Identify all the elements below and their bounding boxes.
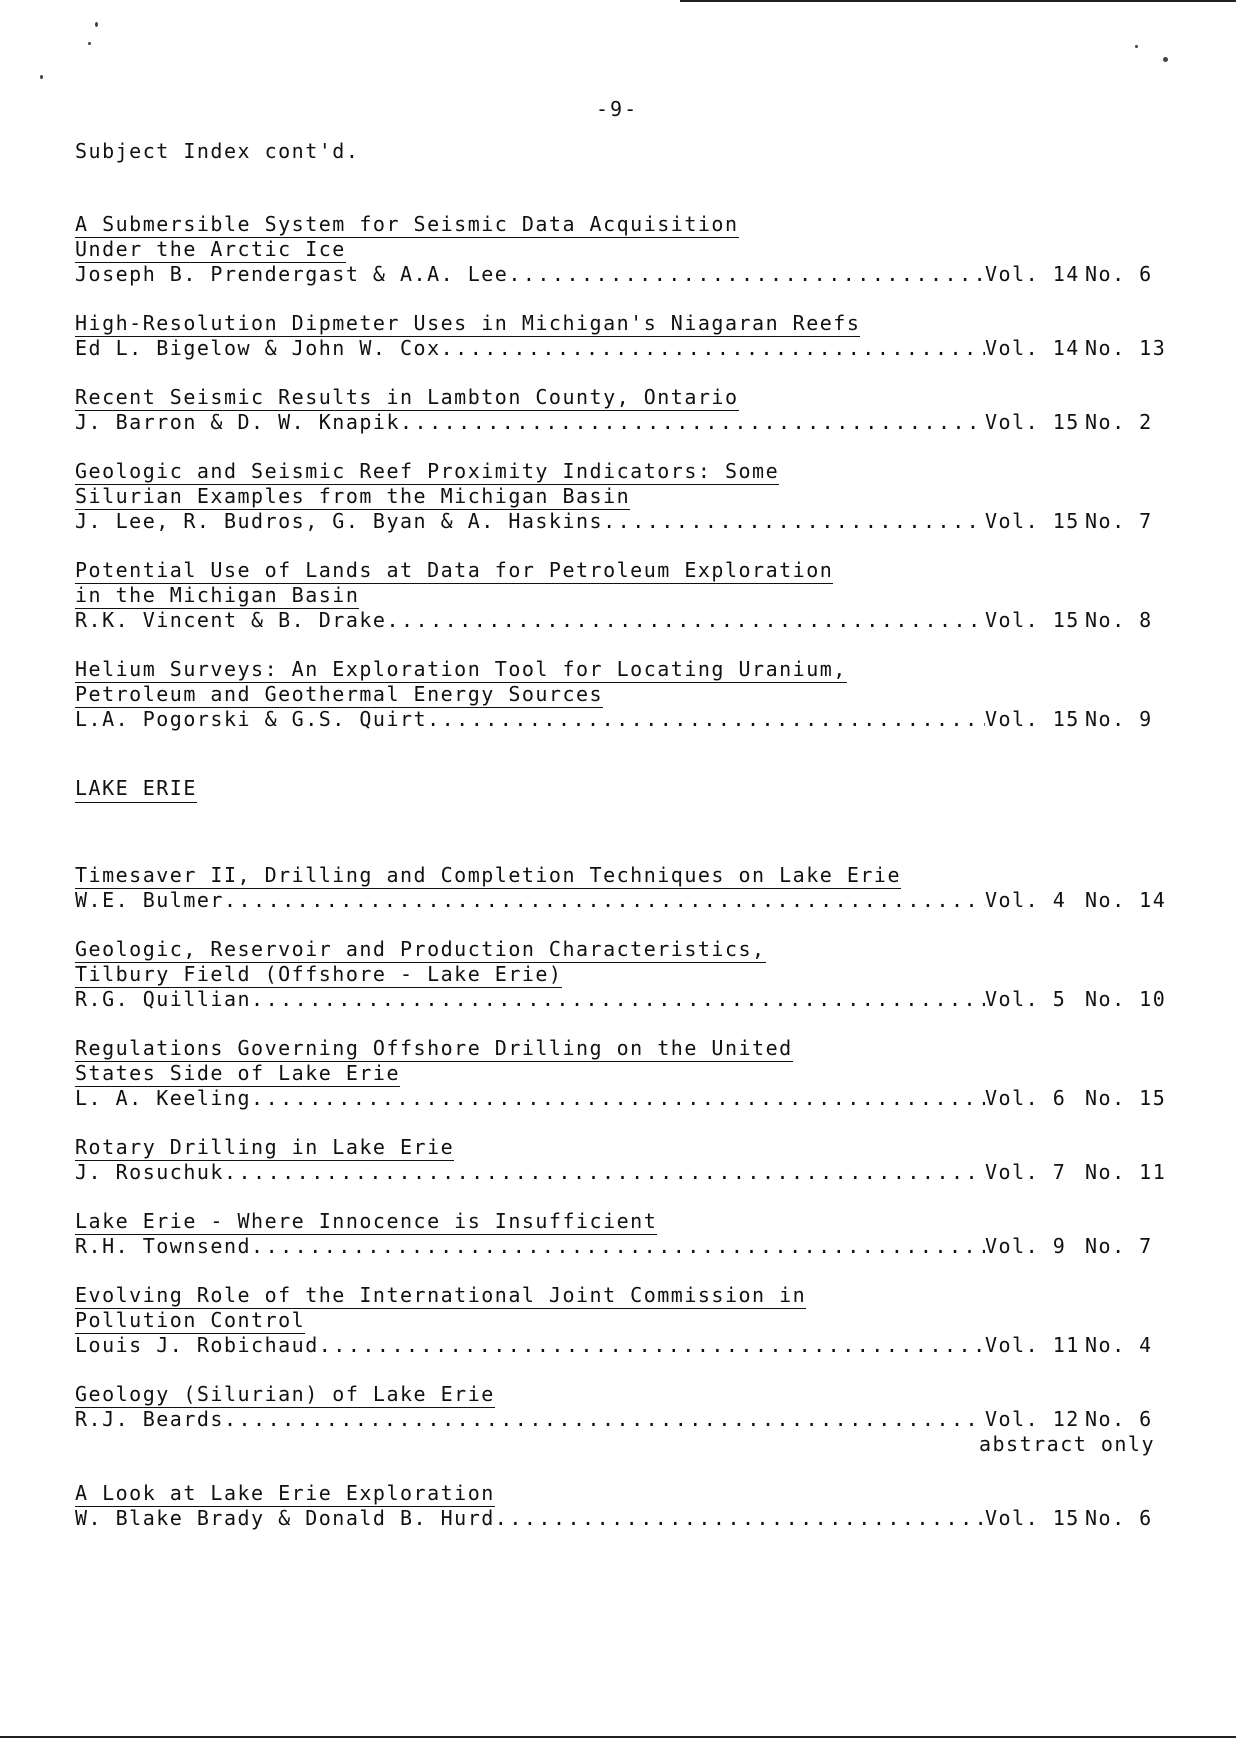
entry-title-text: Timesaver II, Drilling and Completion Techniques on Lake Erie xyxy=(75,863,902,887)
entry-volume: Vol. 4 xyxy=(985,888,1067,912)
section-lake-erie xyxy=(75,776,1165,801)
entry-reference xyxy=(985,509,1165,534)
entry-reference xyxy=(985,987,1165,1012)
dot-leader xyxy=(400,410,985,435)
entry-note: abstract only xyxy=(978,1432,1155,1456)
entry-title-line xyxy=(75,385,1165,410)
dot-leader xyxy=(495,1506,985,1531)
entry-number: No. 6 xyxy=(1085,1407,1153,1431)
entry-title-text: Recent Seismic Results in Lambton County, Ontario xyxy=(75,385,739,409)
entry-authors: Ed L. Bigelow & John W. Cox xyxy=(75,336,441,360)
page-number: -9- xyxy=(596,97,639,121)
entry-number: No. 4 xyxy=(1085,1333,1153,1357)
index-entry xyxy=(75,459,1165,534)
entry-author-line xyxy=(75,707,1165,732)
entry-title-line xyxy=(75,962,1165,987)
entry-reference xyxy=(985,1407,1165,1432)
entry-authors: L. A. Keeling xyxy=(75,1086,252,1110)
entry-title-line xyxy=(75,1308,1165,1333)
dot-leader xyxy=(603,509,985,534)
index-entry xyxy=(75,558,1165,633)
entry-authors: J. Rosuchuk xyxy=(75,1160,224,1184)
entry-author-line xyxy=(75,1086,1165,1111)
scan-speck xyxy=(1135,45,1138,48)
entry-reference xyxy=(985,1506,1165,1531)
bottom-rule xyxy=(0,1736,1236,1738)
entry-title-text: Silurian Examples from the Michigan Basin xyxy=(75,484,631,508)
index-entry xyxy=(75,311,1165,361)
dot-leader xyxy=(251,1234,985,1259)
entry-author-line xyxy=(75,1234,1165,1259)
dot-leader xyxy=(386,608,985,633)
index-entry xyxy=(75,1036,1165,1111)
index-entry xyxy=(75,385,1165,435)
index-entry xyxy=(75,1135,1165,1185)
entry-title-line xyxy=(75,1283,1165,1308)
entry-authors: Louis J. Robichaud xyxy=(75,1333,319,1357)
entry-title-text: in the Michigan Basin xyxy=(75,583,360,607)
entry-author-line xyxy=(75,509,1165,534)
scan-speck xyxy=(40,75,43,79)
entry-author-line xyxy=(75,1506,1165,1531)
entry-title-text: Pollution Control xyxy=(75,1308,306,1332)
entry-volume: Vol. 15 xyxy=(985,707,1080,731)
entry-title-line xyxy=(75,237,1165,262)
entry-title-line xyxy=(75,558,1165,583)
entry-reference xyxy=(985,707,1165,732)
entry-number: No. 10 xyxy=(1085,987,1167,1011)
entry-title-line xyxy=(75,1481,1165,1506)
entry-author-line xyxy=(75,1407,1165,1432)
entry-title-line xyxy=(75,459,1165,484)
dot-leader xyxy=(319,1333,985,1358)
scan-speck xyxy=(88,42,91,45)
entry-number: No. 11 xyxy=(1085,1160,1167,1184)
entry-authors: R.G. Quillian xyxy=(75,987,252,1011)
entry-title-text: Geology (Silurian) of Lake Erie xyxy=(75,1382,495,1406)
entry-author-line xyxy=(75,336,1165,361)
dot-leader xyxy=(508,262,985,287)
entry-author-line xyxy=(75,1160,1165,1185)
dot-leader xyxy=(441,336,985,361)
entry-title-text: A Look at Lake Erie Exploration xyxy=(75,1481,495,1505)
entry-authors: Joseph B. Prendergast & A.A. Lee xyxy=(75,262,509,286)
entry-title-line xyxy=(75,682,1165,707)
entry-number: No. 14 xyxy=(1085,888,1167,912)
dot-leader xyxy=(224,1407,985,1432)
entry-reference xyxy=(985,608,1165,633)
entry-title-text: Regulations Governing Offshore Drilling on the United xyxy=(75,1036,793,1060)
entry-author-line xyxy=(75,987,1165,1012)
entry-title-line xyxy=(75,863,1165,888)
entry-volume: Vol. 15 xyxy=(985,608,1080,632)
section-heading: LAKE ERIE xyxy=(75,776,197,803)
entry-title-text: Helium Surveys: An Exploration Tool for Locating Uranium, xyxy=(75,657,847,681)
entry-authors: L.A. Pogorski & G.S. Quirt xyxy=(75,707,428,731)
scan-speck xyxy=(1163,57,1168,62)
entry-reference xyxy=(985,1234,1165,1259)
entry-authors: J. Barron & D. W. Knapik xyxy=(75,410,400,434)
index-entry xyxy=(75,863,1165,913)
entry-volume: Vol. 15 xyxy=(985,410,1080,434)
entry-title-line xyxy=(75,1382,1165,1407)
entry-title-text: Potential Use of Lands at Data for Petroleum Exploration xyxy=(75,558,834,582)
entry-volume: Vol. 6 xyxy=(985,1086,1067,1110)
entry-reference xyxy=(985,410,1165,435)
entry-author-line xyxy=(75,1333,1165,1358)
entry-title-text: States Side of Lake Erie xyxy=(75,1061,400,1085)
entry-title-text: Lake Erie - Where Innocence is Insufficient xyxy=(75,1209,658,1233)
entry-number: No. 6 xyxy=(1085,1506,1153,1530)
entry-title-text: A Submersible System for Seismic Data Acquisition xyxy=(75,212,739,236)
index-entry xyxy=(75,1382,1165,1457)
entry-reference xyxy=(985,1160,1165,1185)
entry-volume: Vol. 15 xyxy=(985,1506,1080,1530)
entry-list-lake-erie xyxy=(75,863,1165,1531)
entry-authors: W.E. Bulmer xyxy=(75,888,224,912)
entry-number: No. 15 xyxy=(1085,1086,1167,1110)
entry-author-line xyxy=(75,410,1165,435)
index-entry xyxy=(75,212,1165,287)
index-content xyxy=(75,212,1165,1555)
dot-leader xyxy=(251,987,985,1012)
entry-authors: R.H. Townsend xyxy=(75,1234,252,1258)
entry-title-text: Under the Arctic Ice xyxy=(75,237,346,261)
entry-title-line xyxy=(75,1061,1165,1086)
top-rule xyxy=(680,0,1236,2)
entry-volume: Vol. 7 xyxy=(985,1160,1067,1184)
index-entry xyxy=(75,1283,1165,1358)
entry-number: No. 7 xyxy=(1085,509,1153,533)
dot-leader xyxy=(251,1086,985,1111)
entry-title-line xyxy=(75,1036,1165,1061)
entry-list-group1 xyxy=(75,212,1165,732)
entry-title-text: Tilbury Field (Offshore - Lake Erie) xyxy=(75,962,563,986)
entry-number: No. 7 xyxy=(1085,1234,1153,1258)
entry-volume: Vol. 14 xyxy=(985,262,1080,286)
entry-title-line xyxy=(75,212,1165,237)
entry-number: No. 6 xyxy=(1085,262,1153,286)
entry-reference xyxy=(985,1086,1165,1111)
entry-volume: Vol. 12 xyxy=(985,1407,1080,1431)
index-entry xyxy=(75,1209,1165,1259)
entry-title-text: Rotary Drilling in Lake Erie xyxy=(75,1135,455,1159)
entry-volume: Vol. 15 xyxy=(985,509,1080,533)
entry-reference xyxy=(985,1333,1165,1358)
entry-authors: R.K. Vincent & B. Drake xyxy=(75,608,387,632)
entry-title-text: High-Resolution Dipmeter Uses in Michigan's Niagaran Reefs xyxy=(75,311,861,335)
entry-title-line xyxy=(75,484,1165,509)
entry-author-line xyxy=(75,888,1165,913)
index-heading: Subject Index cont'd. xyxy=(75,139,360,163)
entry-title-text: Petroleum and Geothermal Energy Sources xyxy=(75,682,604,706)
entry-title-line xyxy=(75,657,1165,682)
entry-volume: Vol. 9 xyxy=(985,1234,1067,1258)
entry-title-line xyxy=(75,937,1165,962)
entry-authors: R.J. Beards xyxy=(75,1407,224,1431)
index-entry xyxy=(75,657,1165,732)
entry-title-text: Geologic and Seismic Reef Proximity Indicators: Some xyxy=(75,459,780,483)
entry-volume: Vol. 14 xyxy=(985,336,1080,360)
entry-number: No. 13 xyxy=(1085,336,1167,360)
entry-author-line xyxy=(75,262,1165,287)
entry-authors: W. Blake Brady & Donald B. Hurd xyxy=(75,1506,495,1530)
dot-leader xyxy=(427,707,985,732)
entry-reference xyxy=(985,888,1165,913)
entry-number: No. 2 xyxy=(1085,410,1153,434)
entry-title-line xyxy=(75,311,1165,336)
scan-speck xyxy=(95,22,98,27)
entry-volume: Vol. 11 xyxy=(985,1333,1080,1357)
entry-title-text: Evolving Role of the International Joint Commission in xyxy=(75,1283,807,1307)
entry-title-line xyxy=(75,1135,1165,1160)
entry-reference xyxy=(985,336,1165,361)
entry-volume: Vol. 5 xyxy=(985,987,1067,1011)
dot-leader xyxy=(224,888,985,913)
entry-title-line xyxy=(75,583,1165,608)
index-entry xyxy=(75,937,1165,1012)
dot-leader xyxy=(224,1160,985,1185)
entry-title-line xyxy=(75,1209,1165,1234)
entry-reference xyxy=(985,262,1165,287)
entry-title-text: Geologic, Reservoir and Production Characteristics, xyxy=(75,937,766,961)
entry-number: No. 9 xyxy=(1085,707,1153,731)
entry-number: No. 8 xyxy=(1085,608,1153,632)
entry-author-line xyxy=(75,608,1165,633)
index-entry xyxy=(75,1481,1165,1531)
entry-authors: J. Lee, R. Budros, G. Byan & A. Haskins xyxy=(75,509,604,533)
